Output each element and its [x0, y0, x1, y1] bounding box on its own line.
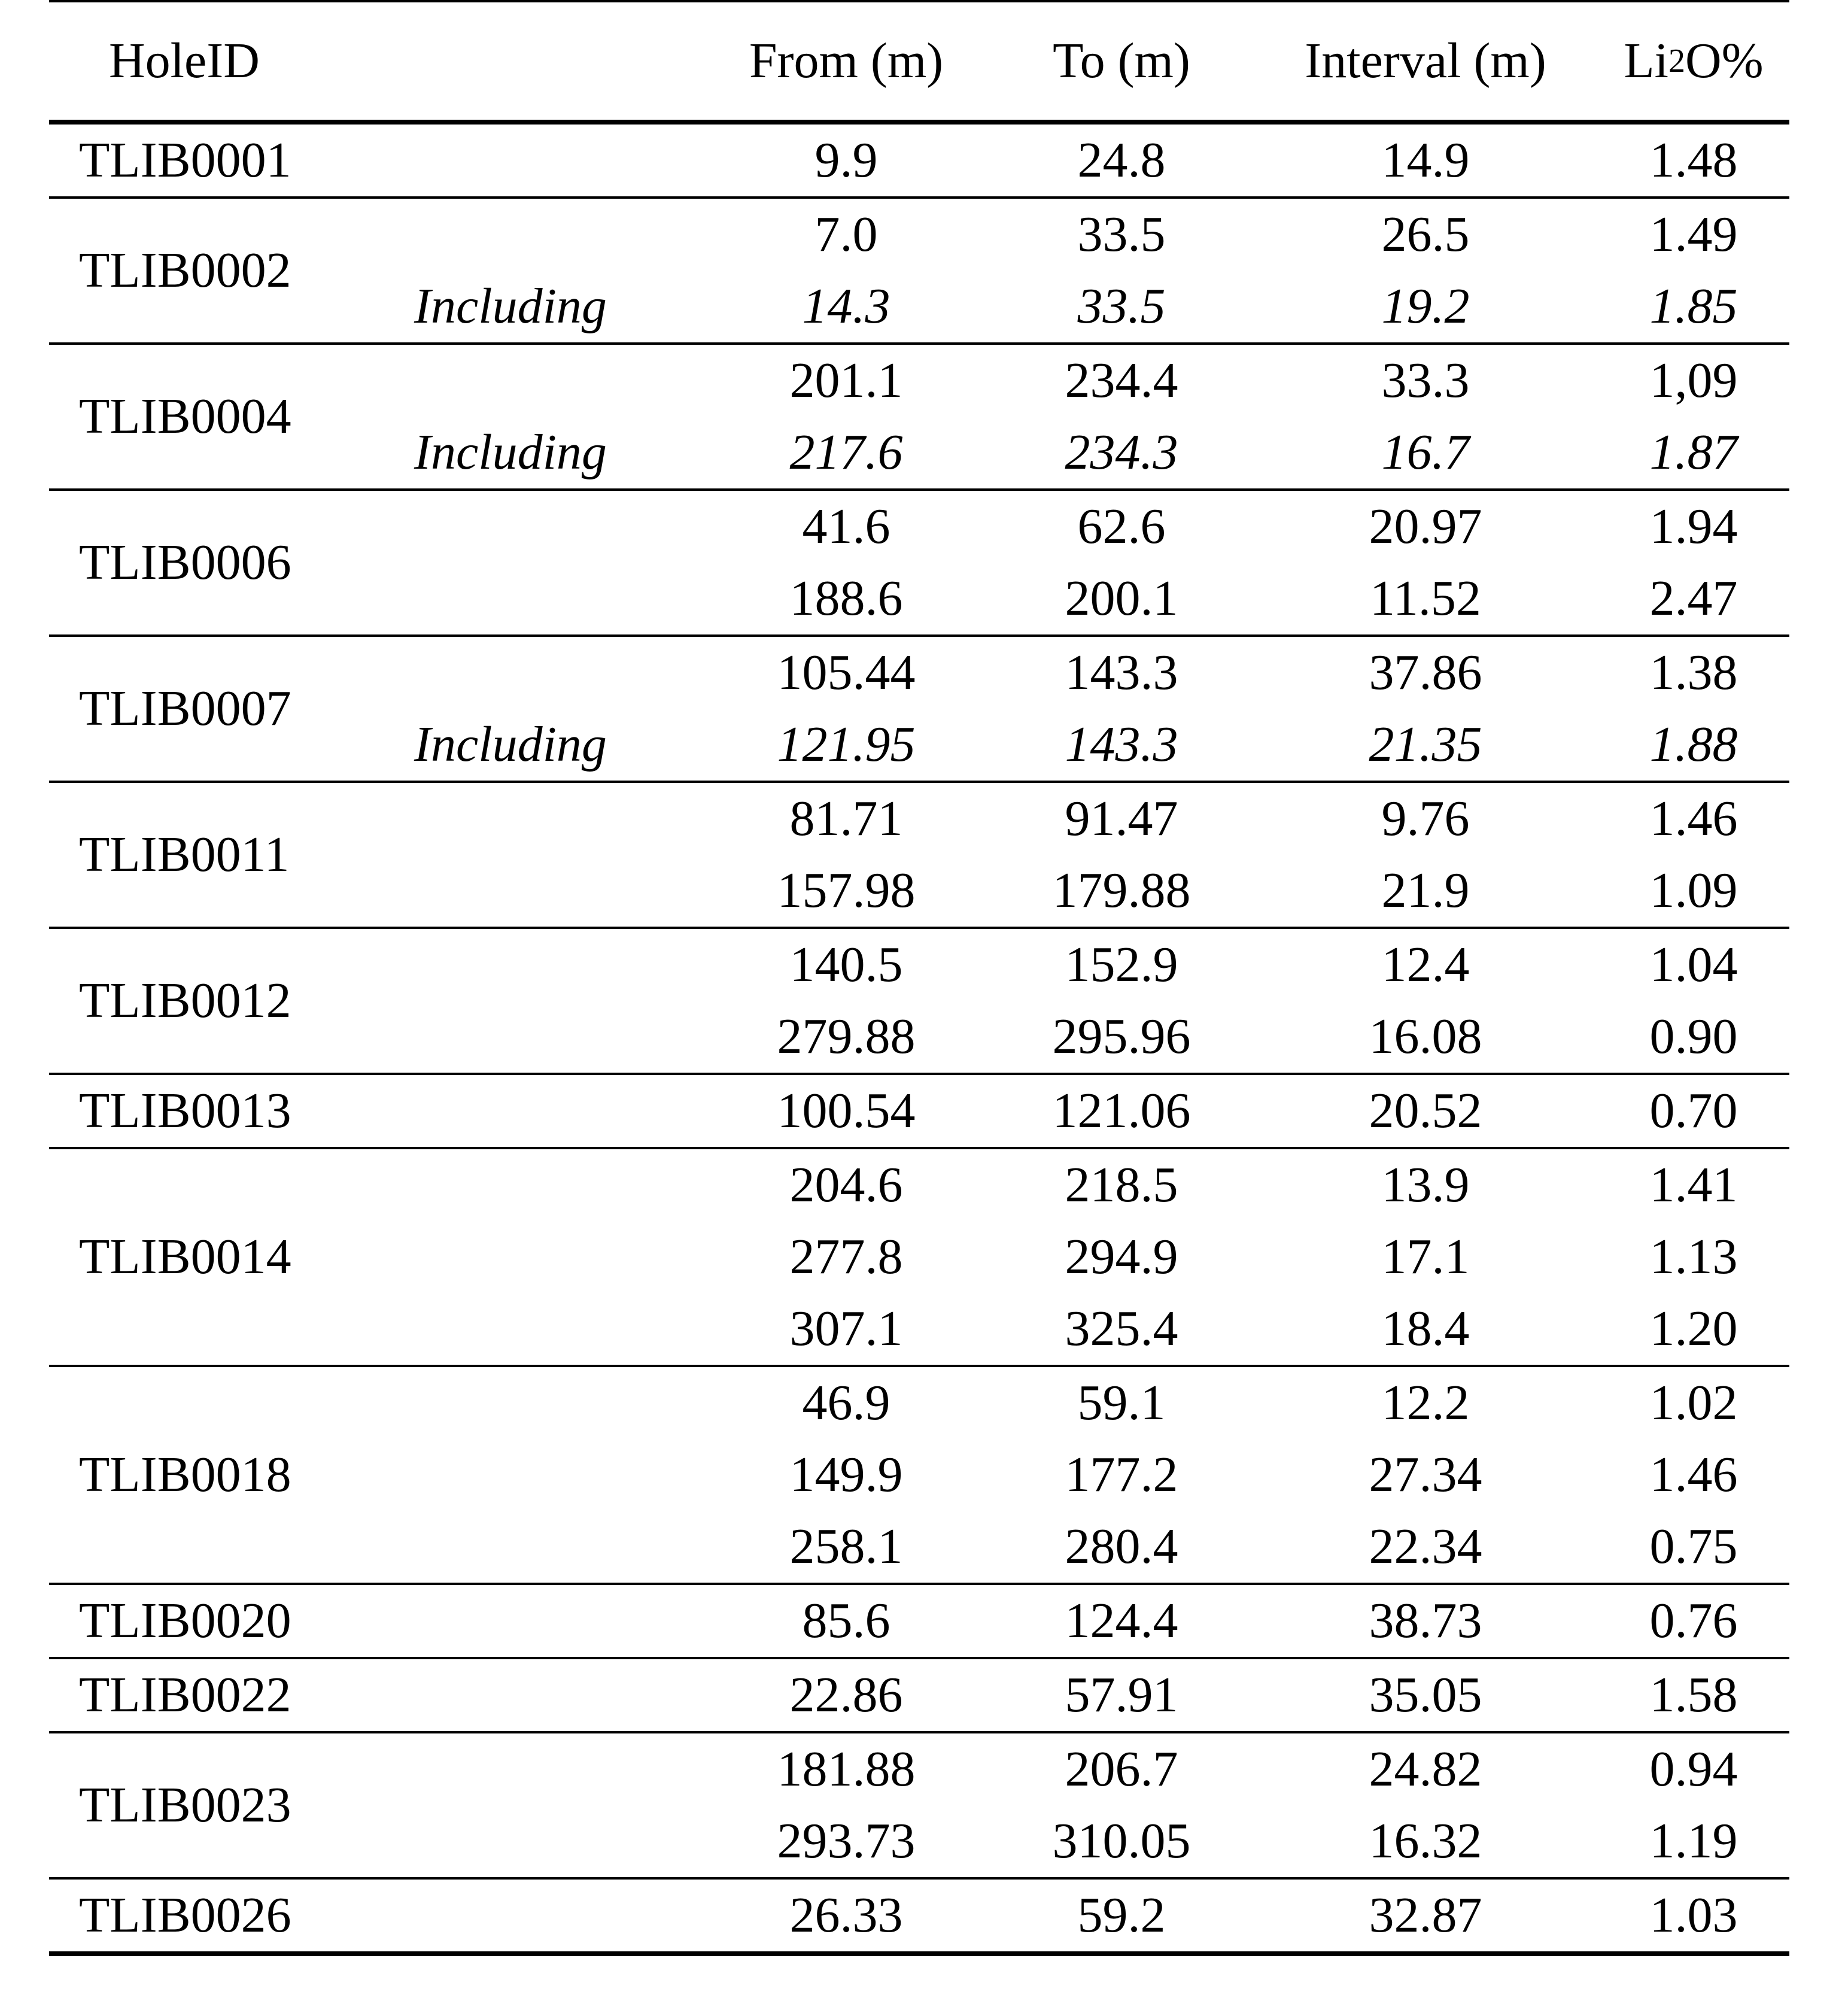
hole-group — [49, 929, 1789, 1073]
interval-cell: 16.7 — [1381, 424, 1470, 480]
from-cell: 293.73 — [777, 1813, 916, 1869]
li2o-cell: 1.20 — [1649, 1301, 1738, 1356]
from-cell: 149.9 — [789, 1447, 903, 1502]
from-cell: 204.6 — [789, 1157, 903, 1213]
table-row — [49, 199, 1789, 271]
to-cell: 206.7 — [1065, 1741, 1178, 1797]
table-row — [49, 1805, 1789, 1877]
from-cell: 100.54 — [777, 1083, 916, 1138]
hole-group — [49, 1733, 1789, 1877]
to-cell: 24.8 — [1077, 132, 1166, 188]
interval-cell: 35.05 — [1369, 1667, 1482, 1723]
interval-cell: 26.5 — [1381, 207, 1470, 262]
hole-id-cell: TLIB0012 — [79, 973, 291, 1028]
li2o-cell: 1.03 — [1649, 1887, 1738, 1943]
interval-cell: 14.9 — [1381, 132, 1470, 188]
interval-cell: 32.87 — [1369, 1887, 1482, 1943]
li2o-cell: 1.13 — [1649, 1229, 1738, 1285]
hole-group — [49, 783, 1789, 927]
hole-id-cell: TLIB0018 — [79, 1447, 291, 1502]
interval-cell: 21.9 — [1381, 863, 1470, 918]
including-label: Including — [414, 278, 607, 334]
hole-id-cell: TLIB0006 — [79, 535, 291, 590]
to-cell: 218.5 — [1065, 1157, 1178, 1213]
from-cell: 188.6 — [789, 570, 903, 626]
interval-cell: 21.35 — [1369, 716, 1482, 772]
li2o-cell: 1.48 — [1649, 132, 1738, 188]
interval-cell: 13.9 — [1381, 1157, 1470, 1213]
table-row — [49, 1880, 1789, 1951]
to-cell: 62.6 — [1077, 499, 1166, 554]
hole-id-cell: TLIB0001 — [79, 132, 291, 188]
interval-cell: 16.32 — [1369, 1813, 1482, 1869]
table-row — [49, 271, 1789, 342]
table-row — [49, 1367, 1789, 1439]
from-cell: 81.71 — [789, 791, 903, 846]
from-cell: 26.33 — [789, 1887, 903, 1943]
table-row — [49, 783, 1789, 855]
to-cell: 143.3 — [1065, 716, 1178, 772]
from-cell: 279.88 — [777, 1009, 916, 1064]
from-cell: 14.3 — [802, 278, 890, 334]
to-cell: 152.9 — [1065, 937, 1178, 992]
hole-id-cell: TLIB0004 — [79, 388, 291, 444]
li2o-cell: 1.85 — [1649, 278, 1738, 334]
interval-cell: 18.4 — [1381, 1301, 1470, 1356]
interval-cell: 24.82 — [1369, 1741, 1482, 1797]
hole-group — [49, 1149, 1789, 1365]
to-cell: 59.2 — [1077, 1887, 1166, 1943]
li2o-cell: 1,09 — [1649, 353, 1738, 408]
drill-results-table — [49, 0, 1789, 1956]
from-cell: 140.5 — [789, 937, 903, 992]
from-cell: 105.44 — [777, 645, 916, 700]
interval-cell: 17.1 — [1381, 1229, 1470, 1285]
hole-id-cell: TLIB0002 — [79, 242, 291, 298]
li2o-cell: 1.19 — [1649, 1813, 1738, 1869]
interval-cell: 11.52 — [1370, 570, 1481, 626]
hole-id-cell: TLIB0014 — [79, 1229, 291, 1285]
interval-cell: 12.4 — [1381, 937, 1470, 992]
interval-cell: 9.76 — [1381, 791, 1470, 846]
table-row — [49, 709, 1789, 781]
hole-group — [49, 1075, 1789, 1147]
to-cell: 325.4 — [1065, 1301, 1178, 1356]
from-cell: 157.98 — [777, 863, 916, 918]
table-row — [49, 1439, 1789, 1511]
li2o-cell: 1.09 — [1649, 863, 1738, 918]
li2o-cell: 1.87 — [1649, 424, 1738, 480]
hole-group — [49, 199, 1789, 342]
interval-cell: 20.52 — [1369, 1083, 1482, 1138]
li2o-cell: 1.41 — [1649, 1157, 1738, 1213]
interval-cell: 12.2 — [1381, 1375, 1470, 1431]
hole-group — [49, 1659, 1789, 1731]
table-row — [49, 125, 1789, 196]
li2o-cell: 0.75 — [1649, 1519, 1738, 1574]
hole-id-cell: TLIB0013 — [79, 1083, 291, 1138]
from-cell: 7.0 — [814, 207, 878, 262]
li2o-cell: 1.49 — [1649, 207, 1738, 262]
to-cell: 124.4 — [1065, 1593, 1178, 1648]
interval-cell: 37.86 — [1369, 645, 1482, 700]
from-cell: 121.95 — [777, 716, 916, 772]
li2o-cell: 1.88 — [1649, 716, 1738, 772]
header-li2o-prefix: Li — [1624, 33, 1668, 89]
table-row — [49, 637, 1789, 709]
li2o-cell: 1.02 — [1649, 1375, 1738, 1431]
header-interval: Interval (m) — [1305, 33, 1546, 89]
to-cell: 91.47 — [1065, 791, 1178, 846]
from-cell: 41.6 — [802, 499, 890, 554]
hole-id-cell: TLIB0022 — [79, 1667, 291, 1723]
to-cell: 179.88 — [1052, 863, 1191, 918]
from-cell: 9.9 — [814, 132, 878, 188]
interval-cell: 38.73 — [1369, 1593, 1482, 1648]
li2o-cell: 2.47 — [1649, 570, 1738, 626]
li2o-cell: 1.94 — [1649, 499, 1738, 554]
table-row — [49, 1733, 1789, 1805]
header-hole-id: HoleID — [109, 33, 260, 89]
table-row — [49, 1659, 1789, 1731]
to-cell: 280.4 — [1065, 1519, 1178, 1574]
hole-id-cell: TLIB0026 — [79, 1887, 291, 1943]
li2o-cell: 0.90 — [1649, 1009, 1738, 1064]
table-row — [49, 563, 1789, 634]
hole-group — [49, 1585, 1789, 1657]
table-body — [49, 125, 1789, 1956]
from-cell: 217.6 — [789, 424, 903, 480]
to-cell: 121.06 — [1052, 1083, 1191, 1138]
interval-cell: 19.2 — [1381, 278, 1470, 334]
hole-group — [49, 637, 1789, 781]
li2o-cell: 1.46 — [1649, 791, 1738, 846]
table-header-row — [49, 2, 1789, 120]
including-label: Including — [414, 716, 607, 772]
hole-id-cell: TLIB0023 — [79, 1777, 291, 1833]
header-li2o: Li 2 O% — [1624, 33, 1764, 89]
to-cell: 143.3 — [1065, 645, 1178, 700]
table-row — [49, 1221, 1789, 1293]
table-row — [49, 1149, 1789, 1221]
interval-cell: 20.97 — [1369, 499, 1482, 554]
to-cell: 59.1 — [1077, 1375, 1166, 1431]
interval-cell: 27.34 — [1369, 1447, 1482, 1502]
to-cell: 33.5 — [1077, 207, 1166, 262]
li2o-cell: 1.04 — [1649, 937, 1738, 992]
from-cell: 46.9 — [802, 1375, 890, 1431]
from-cell: 307.1 — [789, 1301, 903, 1356]
from-cell: 85.6 — [802, 1593, 890, 1648]
hole-group — [49, 125, 1789, 196]
to-cell: 295.96 — [1052, 1009, 1191, 1064]
to-cell: 234.4 — [1065, 353, 1178, 408]
hole-id-cell: TLIB0020 — [79, 1593, 291, 1648]
from-cell: 277.8 — [789, 1229, 903, 1285]
hole-id-cell: TLIB0007 — [79, 681, 291, 736]
to-cell: 57.91 — [1065, 1667, 1178, 1723]
from-cell: 181.88 — [777, 1741, 916, 1797]
including-label: Including — [414, 424, 607, 480]
interval-cell: 33.3 — [1381, 353, 1470, 408]
li2o-cell: 1.58 — [1649, 1667, 1738, 1723]
hole-group — [49, 1880, 1789, 1951]
header-rule — [49, 120, 1789, 125]
to-cell: 33.5 — [1077, 278, 1166, 334]
hole-group — [49, 345, 1789, 488]
header-li2o-suffix: O% — [1685, 33, 1764, 89]
li2o-cell: 1.38 — [1649, 645, 1738, 700]
li2o-cell: 0.70 — [1649, 1083, 1738, 1138]
table-row — [49, 1075, 1789, 1147]
to-cell: 200.1 — [1065, 570, 1178, 626]
table-row — [49, 1585, 1789, 1657]
hole-group — [49, 1367, 1789, 1583]
interval-cell: 22.34 — [1369, 1519, 1482, 1574]
hole-id-cell: TLIB0011 — [79, 827, 290, 882]
header-from: From (m) — [749, 33, 944, 89]
table-row — [49, 417, 1789, 488]
table-row — [49, 491, 1789, 563]
li2o-cell: 0.94 — [1649, 1741, 1738, 1797]
to-cell: 294.9 — [1065, 1229, 1178, 1285]
hole-group — [49, 491, 1789, 634]
from-cell: 201.1 — [789, 353, 903, 408]
table-row — [49, 855, 1789, 927]
table-row — [49, 929, 1789, 1001]
li2o-cell: 0.76 — [1649, 1593, 1738, 1648]
table-row — [49, 1293, 1789, 1365]
header-to: To (m) — [1053, 33, 1190, 89]
li2o-cell: 1.46 — [1649, 1447, 1738, 1502]
table-row — [49, 345, 1789, 417]
to-cell: 310.05 — [1052, 1813, 1191, 1869]
to-cell: 234.3 — [1065, 424, 1178, 480]
table-bottom-rule — [49, 1951, 1789, 1956]
from-cell: 258.1 — [789, 1519, 903, 1574]
interval-cell: 16.08 — [1369, 1009, 1482, 1064]
table-row — [49, 1001, 1789, 1073]
table-row — [49, 1511, 1789, 1583]
from-cell: 22.86 — [789, 1667, 903, 1723]
to-cell: 177.2 — [1065, 1447, 1178, 1502]
